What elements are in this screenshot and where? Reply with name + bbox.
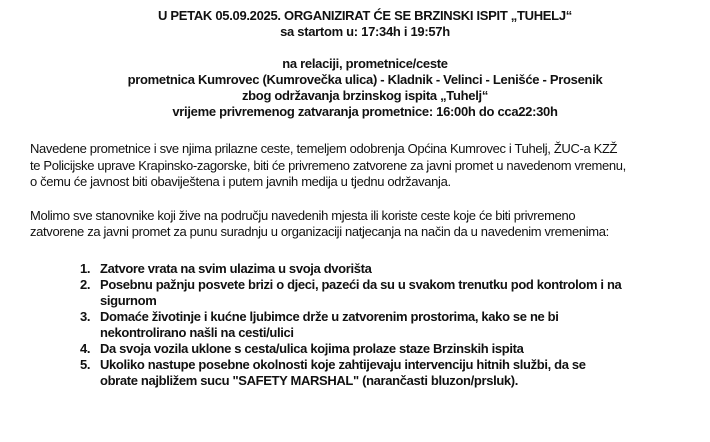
list-item-number: 2.: [80, 276, 91, 292]
list-item: [80, 357, 670, 389]
list-item-line: Da svoja vozila uklone s cesta/ulica kojima prolaze staze Brzinskih ispita: [100, 340, 524, 356]
list-item-line: Posebnu pažnju posvete brizi o djeci, pazeći da su u svakom trenutku pod kontrolom i na: [100, 276, 622, 292]
list-item-line: Ukoliko nastupe posebne okolnosti koje zahtijevaju intervenciju hitnih službi, da se: [100, 356, 586, 372]
list-item-text: [100, 341, 670, 357]
instructions-list: [30, 261, 700, 389]
route-description: prometnica Kumrovec (Kumrovečka ulica) - Kladnik - Velinci - Lenišće - Prosenik: [127, 72, 603, 87]
request-paragraph-line: Molimo sve stanovnike koji žive na području navedenih mjesta ili koriste ceste koje će biti privremeno: [30, 207, 576, 223]
list-item: [80, 341, 670, 357]
closure-paragraph: [30, 141, 700, 191]
start-times: sa startom u: 17:34h i 19:57h: [280, 24, 450, 39]
list-item-line: Zatvore vrata na svim ulazima u svoja dvorišta: [100, 260, 372, 276]
list-item-number: 1.: [80, 260, 91, 276]
request-paragraph: [30, 208, 700, 241]
list-item-line: obrate najbližem sucu "SAFETY MARSHAL" (narančasti bluzon/prsluk).: [100, 372, 519, 388]
closure-paragraph-line: o čemu će javnost biti obaviještena i putem javnih medija u tjednu održavanja.: [30, 174, 451, 189]
event-date-title: U PETAK 05.09.2025. ORGANIZIRAT ĆE SE BRZINSKI ISPIT „TUHELJ“: [158, 8, 572, 23]
list-item-number: 4.: [80, 340, 91, 356]
request-paragraph-line: zatvorene za javni promet za punu suradnju u organizaciji natjecanja na način da u navedenim vremenima:: [30, 224, 609, 239]
list-item-text: [100, 277, 670, 309]
list-item-line: sigurnom: [100, 292, 157, 308]
route-reason: zbog održavanja brzinskog ispita „Tuhelj“: [241, 88, 489, 103]
list-item-number: 3.: [80, 308, 91, 324]
list-item-text: [100, 357, 670, 389]
list-item-text: [100, 309, 670, 341]
list-item-line: nekontrolirano našli na cesti/ulici: [100, 324, 294, 340]
list-item: [80, 309, 670, 341]
list-item: [80, 261, 670, 277]
route-heading: [30, 56, 700, 120]
closure-paragraph-line: Navedene prometnice i sve njima prilazne ceste, temeljem odobrenja Općina Kumrovec i Tuhelj, ŽUC-a KZŽ: [30, 141, 618, 156]
closure-paragraph-line: te Policijske uprave Krapinsko-zagorske, biti će privremeno zatvorene za javni promet u navedenom vremenu,: [30, 157, 626, 173]
list-item-text: [100, 261, 670, 277]
list-item: [80, 277, 670, 309]
event-announcement-heading: [30, 0, 700, 40]
route-intro: na relaciji, prometnice/ceste: [282, 56, 448, 71]
closure-time: vrijeme privremenog zatvaranja prometnice: 16:00h do cca22:30h: [172, 104, 558, 119]
list-item-line: Domaće životinje i kućne ljubimce drže u zatvorenim prostorima, kako se ne bi: [100, 308, 559, 324]
list-item-number: 5.: [80, 356, 91, 372]
